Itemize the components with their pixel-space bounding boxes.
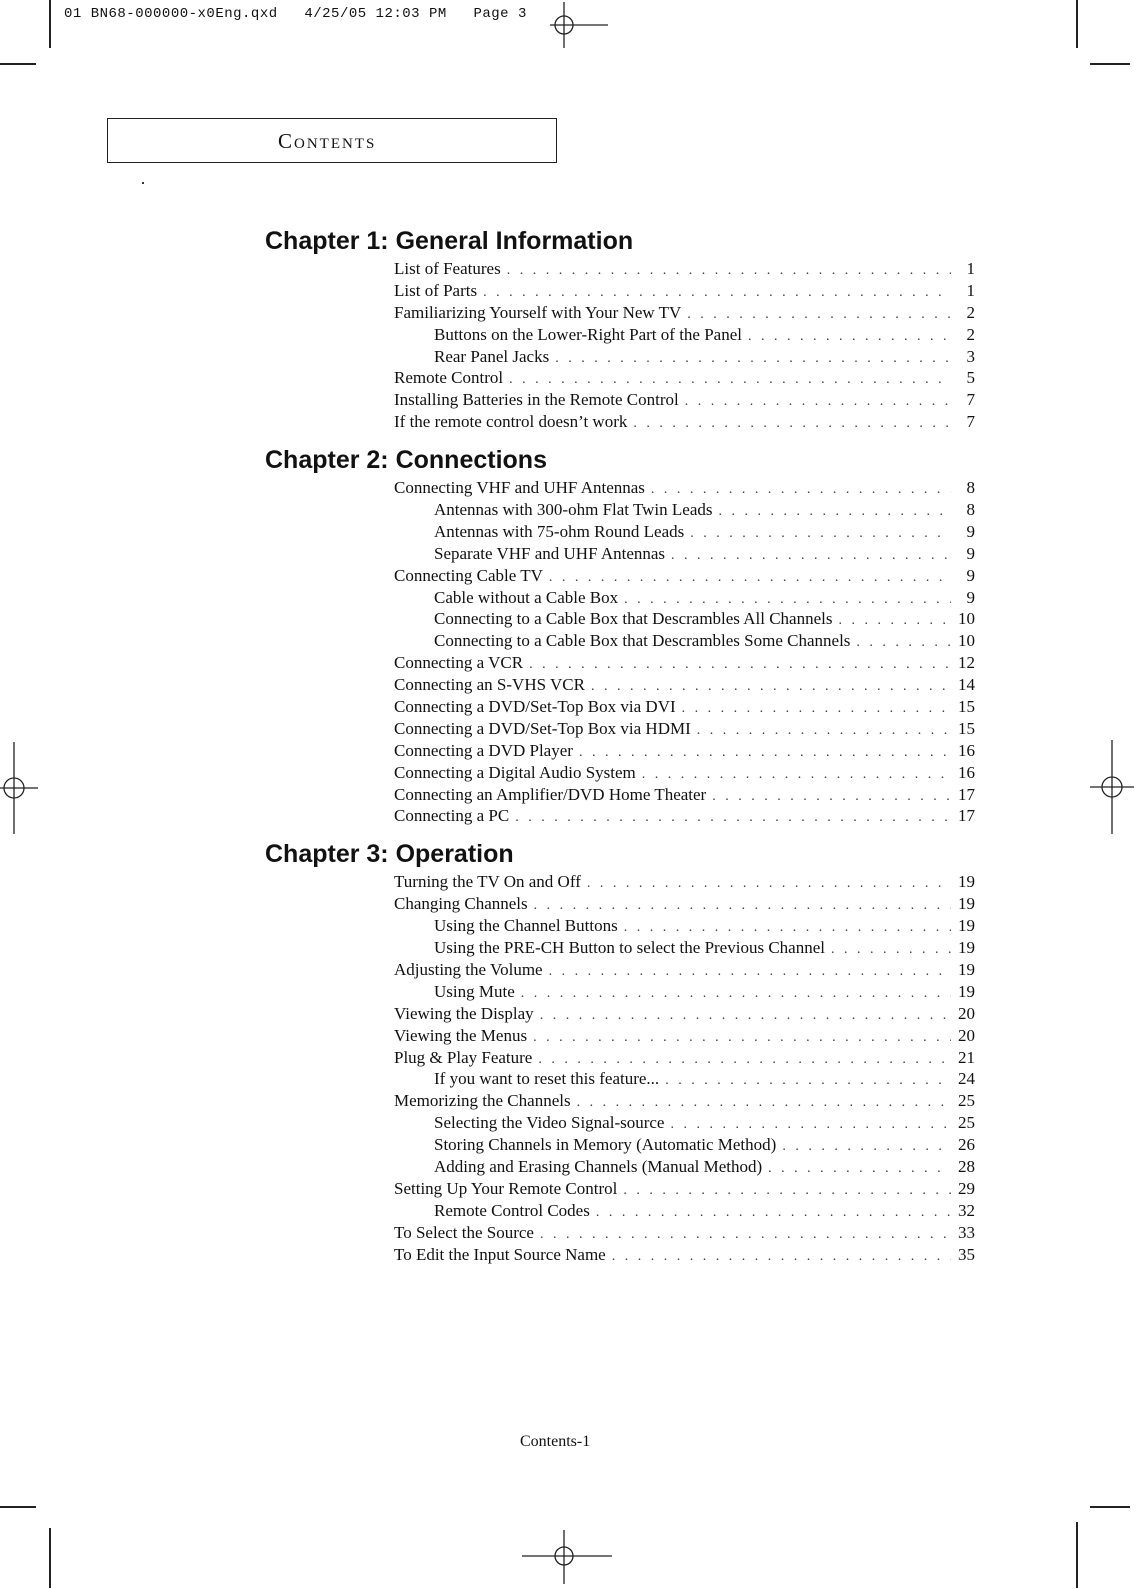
toc-entry-page-number: 19: [958, 959, 975, 979]
dot-leader: [831, 939, 951, 961]
toc-entry[interactable]: [394, 762, 975, 784]
dot-leader: [651, 479, 951, 501]
toc-entry-title: Connecting a DVD/Set-Top Box via HDMI: [394, 718, 691, 738]
dot-leader: [538, 1049, 951, 1071]
toc-entry-title: Selecting the Video Signal-source: [434, 1113, 665, 1133]
toc-entry-title: To Edit the Input Source Name: [394, 1244, 606, 1264]
toc-entry-title: Antennas with 300-ohm Flat Twin Leads: [434, 500, 713, 520]
dot-leader: [579, 742, 951, 764]
toc-entry-page-number: 15: [958, 718, 975, 738]
toc-entry-page-number: 19: [958, 894, 975, 914]
toc-entry[interactable]: [434, 915, 975, 937]
toc-entry-title: Antennas with 75-ohm Round Leads: [434, 521, 685, 541]
toc-entry[interactable]: [434, 608, 975, 630]
dot-leader: [549, 567, 951, 589]
toc-entry-page-number: 2: [966, 324, 975, 344]
toc-entry-title: Remote Control: [394, 368, 504, 388]
dot-leader: [687, 304, 951, 326]
toc-entry-title: Connecting VHF and UHF Antennas: [394, 478, 645, 498]
crop-mark-top-left-h: [0, 63, 36, 65]
toc-entry-page-number: 16: [958, 740, 975, 760]
dot-leader: [624, 589, 951, 611]
dot-leader: [533, 1027, 951, 1049]
dot-leader: [856, 632, 951, 654]
toc-entry[interactable]: [394, 893, 975, 915]
crop-mark-top-right-h: [1090, 63, 1130, 65]
toc-entry-page-number: 8: [966, 500, 975, 520]
toc-entry-title: If you want to reset this feature...: [434, 1069, 660, 1089]
toc-entry-page-number: 9: [966, 587, 975, 607]
toc-entry-title: Connecting to a Cable Box that Descrambles All Channels: [434, 609, 833, 629]
dot-leader: [624, 917, 951, 939]
toc-entry-page-number: 9: [966, 565, 975, 585]
dot-leader: [712, 786, 951, 808]
toc-entry-title: Familiarizing Yourself with Your New TV: [394, 302, 682, 322]
crop-mark-bottom-right-h: [1090, 1506, 1130, 1508]
toc-entry-page-number: 7: [966, 412, 975, 432]
toc-entry-page-number: 28: [958, 1156, 975, 1176]
toc-entry[interactable]: [394, 674, 975, 696]
toc-entry[interactable]: [394, 718, 975, 740]
dot-leader: [838, 610, 951, 632]
toc-entry[interactable]: [394, 280, 975, 302]
dot-leader: [671, 545, 951, 567]
dot-leader: [549, 961, 951, 983]
toc-entry-page-number: 20: [958, 1025, 975, 1045]
toc-entry[interactable]: [394, 1178, 975, 1200]
toc-entry-page-number: 3: [966, 346, 975, 366]
toc-entry[interactable]: [394, 565, 975, 587]
dot-leader: [509, 369, 951, 391]
toc-entry[interactable]: [434, 981, 975, 1003]
table-of-contents: [265, 225, 975, 1265]
toc-entry-title: Separate VHF and UHF Antennas: [434, 543, 666, 563]
toc-entry-page-number: 25: [958, 1091, 975, 1111]
toc-entry-page-number: 15: [958, 697, 975, 717]
toc-entry-title: Storing Channels in Memory (Automatic Method): [434, 1135, 777, 1155]
toc-entry-page-number: 29: [958, 1178, 975, 1198]
toc-entry-page-number: 35: [958, 1244, 975, 1264]
toc-entry[interactable]: [394, 871, 975, 893]
toc-entry[interactable]: [394, 1025, 975, 1047]
toc-entry[interactable]: [434, 937, 975, 959]
stray-dot: [142, 182, 144, 184]
dot-leader: [591, 676, 951, 698]
toc-entry-page-number: 32: [958, 1200, 975, 1220]
dot-leader: [682, 698, 951, 720]
toc-entry-page-number: 9: [966, 543, 975, 563]
toc-entry[interactable]: [394, 1244, 975, 1266]
toc-entry-title: Installing Batteries in the Remote Control: [394, 390, 679, 410]
toc-entry-page-number: 25: [958, 1113, 975, 1133]
dot-leader: [612, 1246, 951, 1268]
toc-entry-title: List of Features: [394, 259, 501, 278]
toc-entry[interactable]: [394, 1222, 975, 1244]
toc-entry-page-number: 17: [958, 806, 975, 826]
toc-entry[interactable]: [394, 1090, 975, 1112]
toc-entry-title: Connecting a Digital Audio System: [394, 762, 636, 782]
chapter-heading: Chapter 3: Operation: [265, 840, 514, 869]
toc-entry-page-number: 21: [958, 1047, 975, 1067]
toc-entry[interactable]: [394, 258, 975, 280]
crop-mark-top-left-v: [49, 0, 51, 48]
toc-entry[interactable]: [394, 302, 975, 324]
chapter-heading: Chapter 1: General Information: [265, 227, 634, 255]
toc-entry-page-number: 1: [966, 280, 975, 300]
toc-entry-page-number: 8: [966, 478, 975, 498]
toc-entry-page-number: 7: [966, 390, 975, 410]
toc-entry-title: Connecting to a Cable Box that Descrambles Some Channels: [434, 631, 851, 651]
dot-leader: [670, 1114, 951, 1136]
toc-entry-title: Connecting an S-VHS VCR: [394, 675, 585, 695]
registration-mark-right-icon: [1090, 740, 1135, 834]
toc-entry-page-number: 19: [958, 916, 975, 936]
toc-entry-title: Viewing the Display: [394, 1003, 534, 1023]
toc-entry-page-number: 26: [958, 1135, 975, 1155]
toc-entry-page-number: 1: [966, 259, 975, 278]
toc-entry-page-number: 19: [958, 872, 975, 892]
toc-entry[interactable]: [394, 477, 975, 499]
toc-entry[interactable]: [434, 1068, 975, 1090]
toc-entry-title: Connecting a PC: [394, 806, 510, 826]
dot-leader: [483, 282, 951, 304]
toc-entry-page-number: 12: [958, 653, 975, 673]
toc-entry[interactable]: [434, 630, 975, 652]
dot-leader: [587, 873, 951, 895]
crop-mark-bottom-left-v: [49, 1528, 51, 1588]
toc-entry[interactable]: [394, 389, 975, 411]
toc-entry-title: Remote Control Codes: [434, 1200, 590, 1220]
toc-entry[interactable]: [394, 805, 975, 827]
dot-leader: [577, 1092, 951, 1114]
toc-entry[interactable]: [434, 1112, 975, 1134]
toc-entry-page-number: 2: [966, 302, 975, 322]
toc-entry-title: If the remote control doesn’t work: [394, 412, 628, 432]
crop-mark-top-right-v: [1076, 0, 1078, 48]
toc-entry-page-number: 19: [958, 981, 975, 1001]
toc-entry[interactable]: [434, 1156, 975, 1178]
toc-entry[interactable]: [394, 696, 975, 718]
toc-entry-title: Adjusting the Volume: [394, 959, 543, 979]
toc-entry-title: Connecting a DVD/Set-Top Box via DVI: [394, 697, 676, 717]
toc-entry-title: Adding and Erasing Channels (Manual Method): [434, 1156, 763, 1176]
crop-mark-bottom-right-v: [1076, 1522, 1078, 1588]
toc-entry[interactable]: [434, 521, 975, 543]
toc-entry-title: Connecting a DVD Player: [394, 740, 573, 760]
toc-entry-title: Plug & Play Feature: [394, 1047, 533, 1067]
toc-entry-page-number: 19: [958, 938, 975, 958]
dot-leader: [540, 1005, 951, 1027]
toc-entry[interactable]: [394, 1047, 975, 1069]
contents-header-box: [107, 118, 557, 163]
toc-entry-title: Memorizing the Channels: [394, 1091, 571, 1111]
toc-entry-title: Buttons on the Lower-Right Part of the Panel: [434, 324, 742, 344]
page-footer-label: Contents-1: [520, 1433, 591, 1450]
toc-entry-page-number: 9: [966, 521, 975, 541]
toc-entry-page-number: 10: [958, 631, 975, 651]
toc-entry-title: Changing Channels: [394, 894, 528, 914]
dot-leader: [685, 391, 951, 413]
toc-entry[interactable]: [434, 1200, 975, 1222]
toc-entry-title: Using the Channel Buttons: [434, 916, 618, 936]
dot-leader: [540, 1224, 951, 1246]
toc-entry-title: Connecting an Amplifier/DVD Home Theater: [394, 784, 707, 804]
toc-entry-title: Using Mute: [434, 981, 515, 1001]
toc-entry[interactable]: [434, 499, 975, 521]
contents-title: Contents: [278, 129, 377, 153]
toc-entry-title: List of Parts: [394, 280, 478, 300]
toc-entry[interactable]: [434, 346, 975, 368]
toc-entry-page-number: 10: [958, 609, 975, 629]
registration-mark-bottom-icon: [522, 1526, 614, 1586]
toc-entry-title: Viewing the Menus: [394, 1025, 528, 1045]
toc-entry[interactable]: [434, 587, 975, 609]
dot-leader: [665, 1070, 951, 1092]
print-slug: 01 BN68-000000-x0Eng.qxd 4/25/05 12:03 PM Page 3: [64, 6, 527, 22]
toc-entry-page-number: 24: [958, 1069, 975, 1089]
toc-entry-title: Using the PRE-CH Button to select the Previous Channel: [434, 938, 825, 958]
toc-entry[interactable]: [394, 959, 975, 981]
dot-leader: [596, 1202, 951, 1224]
toc-entry[interactable]: [434, 324, 975, 346]
toc-entry-page-number: 33: [958, 1222, 975, 1242]
registration-mark-left-icon: [0, 742, 40, 834]
crop-mark-bottom-left-h: [0, 1506, 36, 1508]
toc-entry[interactable]: [394, 784, 975, 806]
dot-leader: [690, 523, 951, 545]
toc-entry-page-number: 14: [958, 675, 975, 695]
dot-leader: [768, 1158, 951, 1180]
dot-leader: [555, 348, 951, 370]
toc-entry[interactable]: [394, 411, 975, 433]
toc-entry-page-number: 5: [966, 368, 975, 388]
toc-entry-title: Connecting Cable TV: [394, 565, 543, 585]
toc-entry-page-number: 17: [958, 784, 975, 804]
dot-leader: [719, 501, 952, 523]
dot-leader: [507, 260, 951, 282]
dot-leader: [529, 654, 951, 676]
dot-leader: [642, 764, 951, 786]
toc-entry[interactable]: [394, 652, 975, 674]
toc-entry-page-number: 20: [958, 1003, 975, 1023]
toc-entry-title: Connecting a VCR: [394, 653, 524, 673]
registration-mark-top-icon: [530, 0, 610, 50]
toc-entry-title: Turning the TV On and Off: [394, 872, 581, 892]
chapter-heading: Chapter 2: Connections: [265, 446, 547, 475]
toc-entry[interactable]: [434, 543, 975, 565]
toc-entry[interactable]: [394, 740, 975, 762]
dot-leader: [782, 1136, 951, 1158]
toc-entry-page-number: 16: [958, 762, 975, 782]
toc-entry[interactable]: [394, 367, 975, 389]
dot-leader: [515, 807, 951, 829]
dot-leader: [633, 413, 951, 435]
toc-entry-title: Cable without a Cable Box: [434, 587, 619, 607]
toc-entry-title: To Select the Source: [394, 1222, 534, 1242]
dot-leader: [748, 326, 951, 348]
toc-entry[interactable]: [434, 1134, 975, 1156]
dot-leader: [534, 895, 951, 917]
dot-leader: [521, 983, 951, 1005]
dot-leader: [697, 720, 951, 742]
dot-leader: [623, 1180, 951, 1202]
toc-entry-title: Setting Up Your Remote Control: [394, 1178, 618, 1198]
toc-entry[interactable]: [394, 1003, 975, 1025]
toc-entry-title: Rear Panel Jacks: [434, 346, 550, 366]
